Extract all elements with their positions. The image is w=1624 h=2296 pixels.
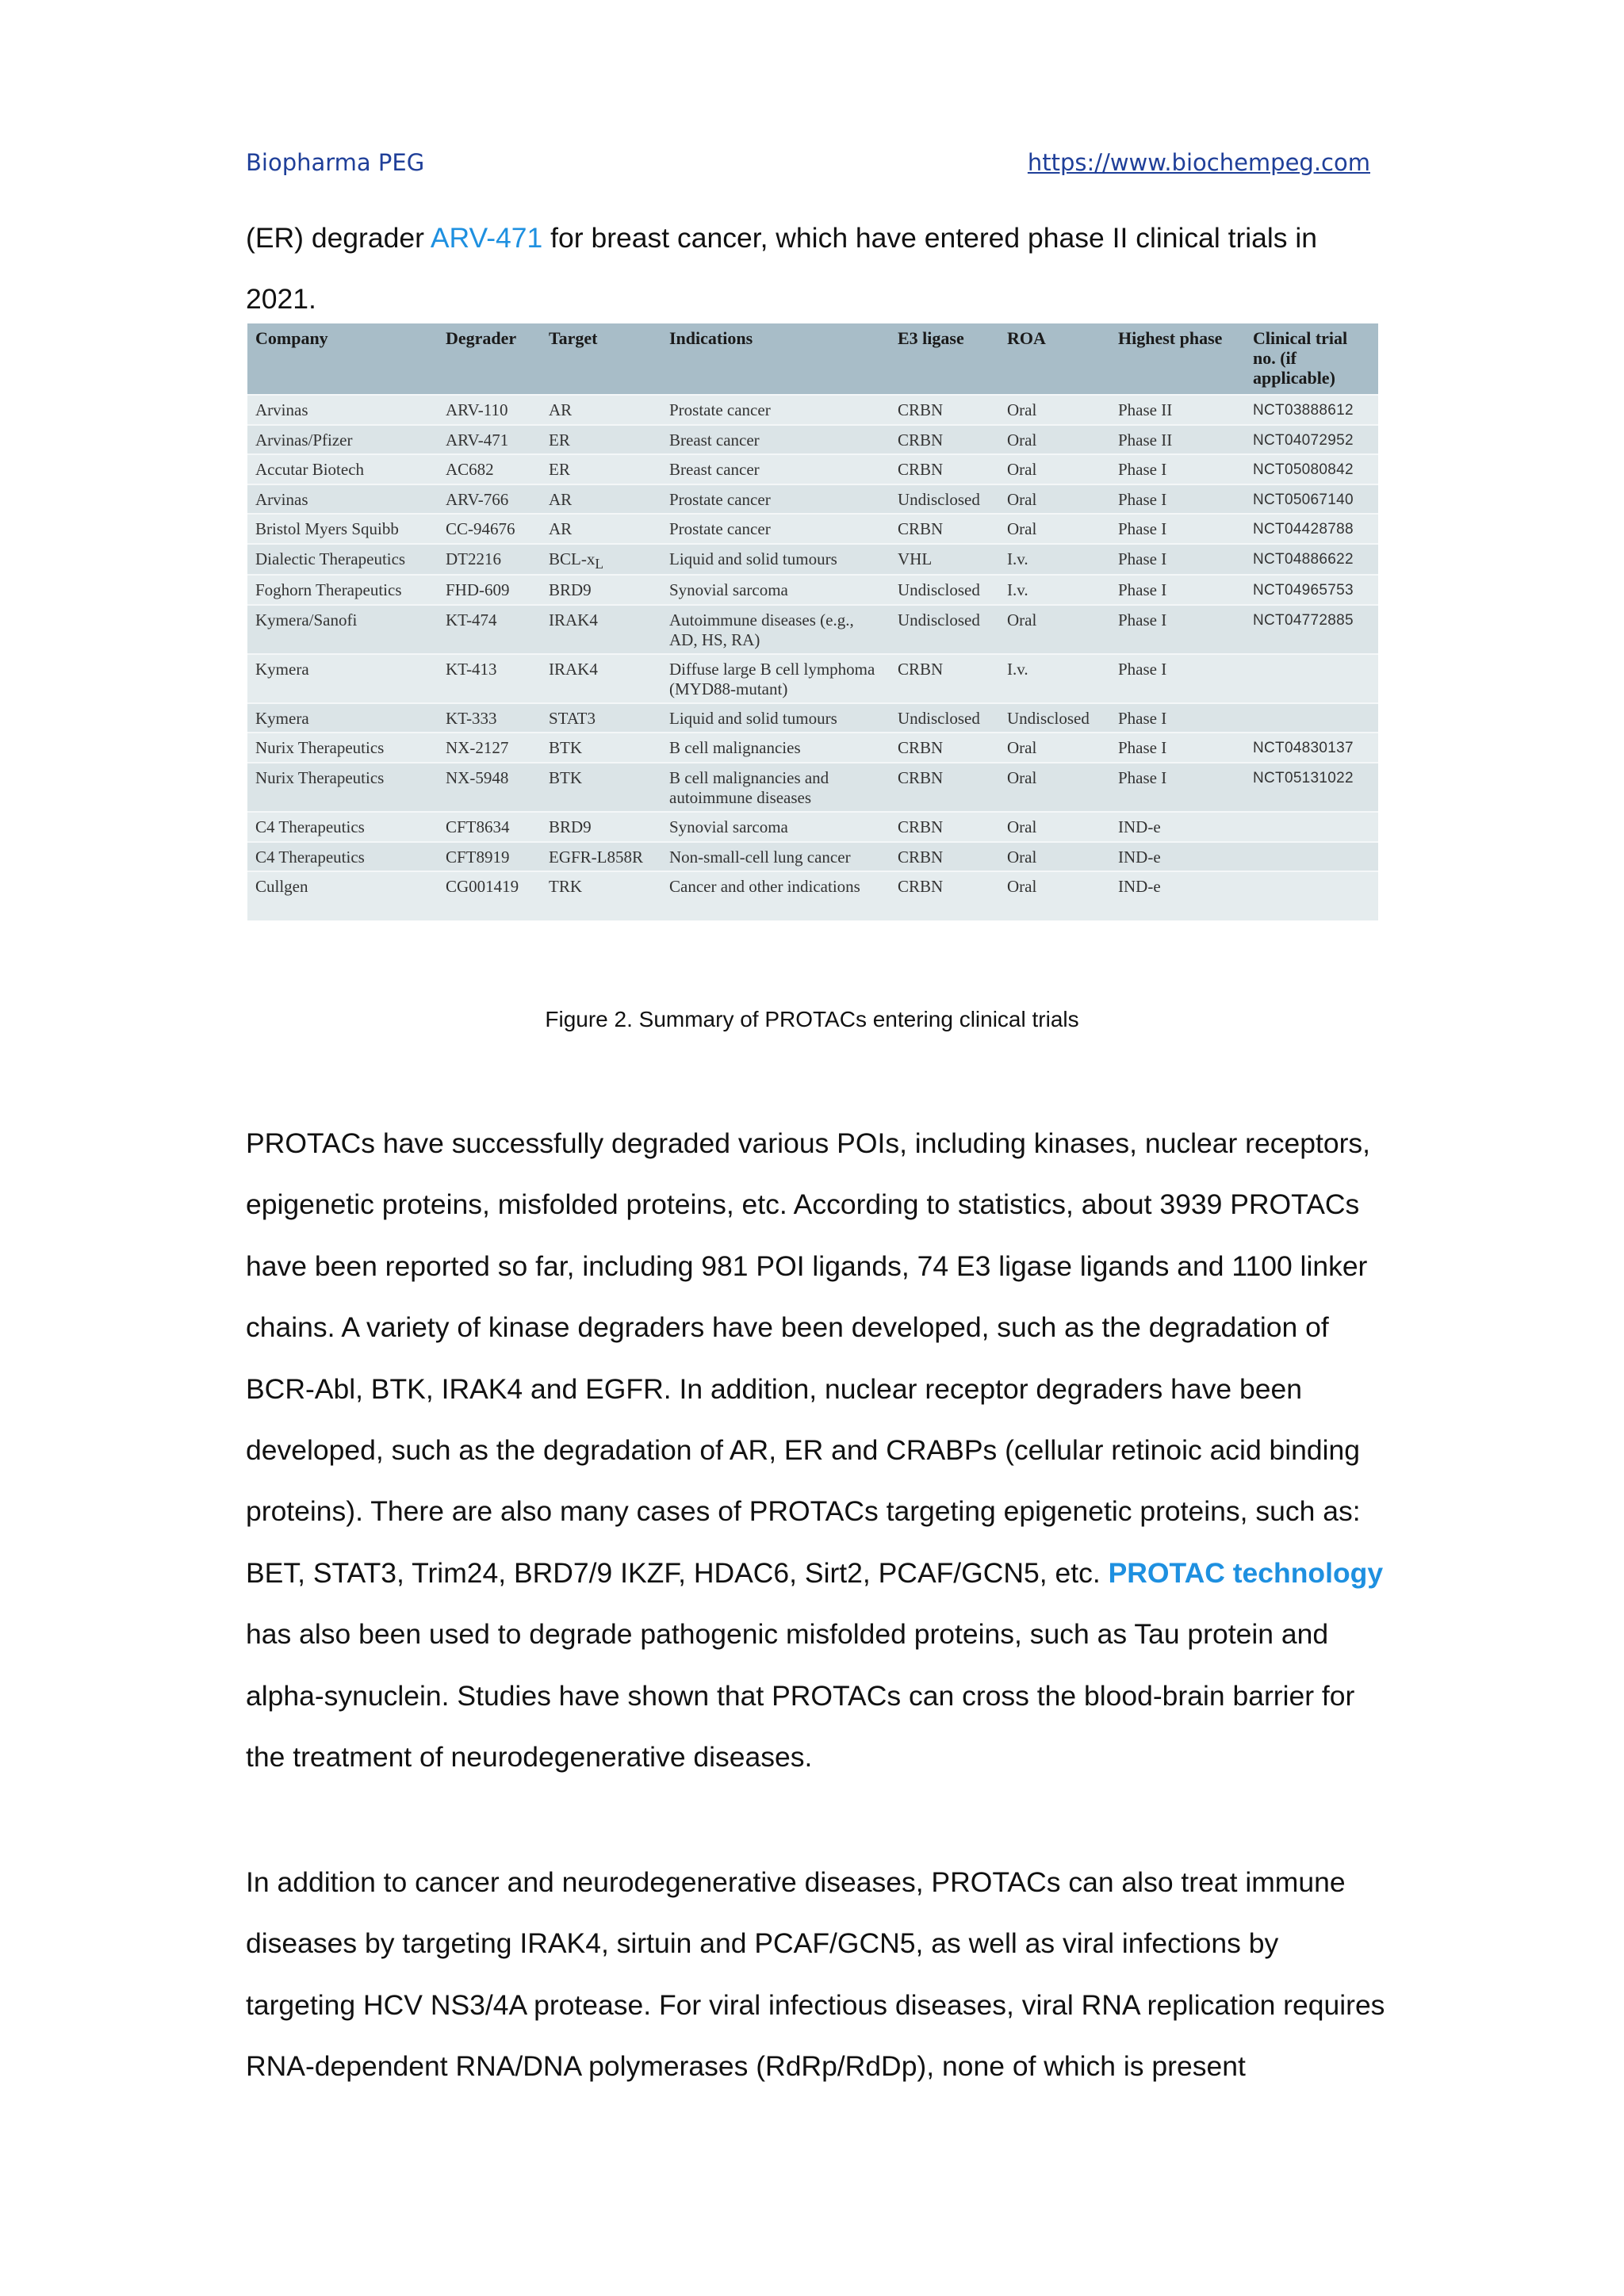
cell-trial-no: NCT04072952 (1245, 425, 1378, 455)
cell-trial-no: NCT03888612 (1245, 395, 1378, 425)
table-row (247, 514, 1378, 544)
cell-target: ER (541, 425, 661, 455)
cell-roa: I.v. (999, 575, 1110, 605)
arv-471-link[interactable]: ARV-471 (430, 222, 543, 254)
table-row (247, 395, 1378, 425)
protac-table-figure (247, 323, 1378, 909)
cell-indications: Liquid and solid tumours (661, 544, 890, 575)
cell-e3-ligase: CRBN (890, 425, 999, 455)
cell-roa: Undisclosed (999, 703, 1110, 733)
table-header-row (247, 323, 1378, 395)
cell-roa: Oral (999, 763, 1110, 812)
cell-indications: Diffuse large B cell lymphoma (MYD88-mutant) (661, 654, 890, 703)
cell-trial-no: NCT04830137 (1245, 733, 1378, 763)
protac-technology-link[interactable]: PROTAC technology (1108, 1556, 1384, 1589)
cell-trial-no: NCT04772885 (1245, 605, 1378, 654)
cell-target: BTK (541, 733, 661, 763)
cell-roa: Oral (999, 605, 1110, 654)
cell-e3-ligase: CRBN (890, 454, 999, 484)
cell-roa: I.v. (999, 654, 1110, 703)
cell-indications: Synovial sarcoma (661, 812, 890, 842)
table-row (247, 871, 1378, 920)
cell-highest-phase: Phase I (1110, 514, 1245, 544)
cell-e3-ligase: Undisclosed (890, 575, 999, 605)
table-body (247, 395, 1378, 920)
cell-degrader: NX-5948 (438, 763, 541, 812)
page-header (246, 149, 1370, 187)
cell-trial-no: NCT05080842 (1245, 454, 1378, 484)
cell-roa: Oral (999, 484, 1110, 515)
cell-degrader: ARV-766 (438, 484, 541, 515)
cell-target: AR (541, 395, 661, 425)
cell-highest-phase: Phase II (1110, 395, 1245, 425)
cell-degrader: CC-94676 (438, 514, 541, 544)
cell-highest-phase: Phase I (1110, 484, 1245, 515)
cell-target: AR (541, 484, 661, 515)
cell-degrader: KT-413 (438, 654, 541, 703)
table-row (247, 454, 1378, 484)
table-row (247, 812, 1378, 842)
table-row (247, 575, 1378, 605)
cell-trial-no: NCT04886622 (1245, 544, 1378, 575)
cell-indications: Prostate cancer (661, 514, 890, 544)
cell-highest-phase: Phase I (1110, 544, 1245, 575)
cell-company: Nurix Therapeutics (247, 733, 438, 763)
cell-company: Foghorn Therapeutics (247, 575, 438, 605)
body-paragraph-1: PROTACs have successfully degraded various POIs, including kinases, nuclear receptors, epigenetic proteins, misfolded proteins, etc. According to statistics, about 3939 PROTACs have been reported so far, including 981 POI ligands, 74 E3 ligase ligands and 1100 linker chains. A variety of kinase degraders have been developed, such as the degradation of BCR-Abl, BTK, IRAK4 and EGFR. In addition, nuclear receptor degraders have been developed, such as the degradation of AR, ER and CRABPs (cellular retinoic acid binding proteins). There are also many cases of PROTACs targeting epigenetic proteins, such as: BET, STAT3, Trim24, BRD7/9 IKZF, HDAC6, Sirt2, PCAF/GCN5, etc. PROTAC technology has also been used to degrade pathogenic misfolded proteins, such as Tau protein and alpha-synuclein. Studies have shown that PROTACs can cross the blood-brain barrier for the treatment of neurodegenerative diseases. (246, 1127, 1384, 1774)
cell-roa: Oral (999, 425, 1110, 455)
cell-target: BRD9 (541, 812, 661, 842)
cell-target: IRAK4 (541, 654, 661, 703)
cell-e3-ligase: VHL (890, 544, 999, 575)
cell-highest-phase: Phase I (1110, 454, 1245, 484)
header-indications: Indications (661, 323, 890, 395)
cell-highest-phase: Phase I (1110, 733, 1245, 763)
cell-highest-phase: IND-e (1110, 842, 1245, 872)
cell-degrader: ARV-471 (438, 425, 541, 455)
cell-trial-no (1245, 654, 1378, 703)
cell-target: AR (541, 514, 661, 544)
cell-e3-ligase: CRBN (890, 871, 999, 920)
body-paragraph-2: In addition to cancer and neurodegenerative diseases, PROTACs can also treat immune diseases by targeting IRAK4, sirtuin and PCAF/GCN5, as well as viral infections by targeting HCV NS3/4A protease. For viral infectious diseases, viral RNA replication requires RNA-dependent RNA/DNA polymerases (RdRp/RdDp), none of which is present (246, 1866, 1385, 2083)
cell-roa: Oral (999, 733, 1110, 763)
table-row (247, 425, 1378, 455)
cell-company: Arvinas (247, 484, 438, 515)
cell-roa: Oral (999, 871, 1110, 920)
cell-company: Kymera/Sanofi (247, 605, 438, 654)
cell-e3-ligase: Undisclosed (890, 605, 999, 654)
cell-degrader: ARV-110 (438, 395, 541, 425)
cell-highest-phase: Phase I (1110, 654, 1245, 703)
header-target: Target (541, 323, 661, 395)
cell-company: Kymera (247, 654, 438, 703)
table-row (247, 763, 1378, 812)
cell-indications: Breast cancer (661, 454, 890, 484)
header-brand: Biopharma PEG (246, 149, 425, 176)
cell-trial-no (1245, 703, 1378, 733)
cell-company: C4 Therapeutics (247, 812, 438, 842)
cell-trial-no (1245, 842, 1378, 872)
cell-degrader: FHD-609 (438, 575, 541, 605)
cell-e3-ligase: CRBN (890, 654, 999, 703)
table-row (247, 733, 1378, 763)
header-trial-no: Clinical trial no. (if applicable) (1245, 323, 1378, 395)
cell-highest-phase: Phase II (1110, 425, 1245, 455)
table-row (247, 842, 1378, 872)
cell-highest-phase: Phase I (1110, 605, 1245, 654)
cell-highest-phase: Phase I (1110, 703, 1245, 733)
cell-target: STAT3 (541, 703, 661, 733)
cell-e3-ligase: Undisclosed (890, 484, 999, 515)
cell-company: Kymera (247, 703, 438, 733)
cell-company: Accutar Biotech (247, 454, 438, 484)
cell-indications: Non-small-cell lung cancer (661, 842, 890, 872)
cell-indications: Prostate cancer (661, 484, 890, 515)
cell-trial-no: NCT04965753 (1245, 575, 1378, 605)
table-row (247, 703, 1378, 733)
cell-highest-phase: Phase I (1110, 575, 1245, 605)
cell-target: BRD9 (541, 575, 661, 605)
cell-roa: Oral (999, 395, 1110, 425)
cell-indications: Liquid and solid tumours (661, 703, 890, 733)
protac-clinical-table (247, 323, 1378, 920)
cell-e3-ligase: CRBN (890, 395, 999, 425)
cell-highest-phase: IND-e (1110, 812, 1245, 842)
cell-trial-no: NCT05067140 (1245, 484, 1378, 515)
cell-target: TRK (541, 871, 661, 920)
cell-indications: B cell malignancies (661, 733, 890, 763)
cell-roa: Oral (999, 514, 1110, 544)
table-row (247, 484, 1378, 515)
cell-degrader: AC682 (438, 454, 541, 484)
cell-indications: Synovial sarcoma (661, 575, 890, 605)
header-website-link[interactable]: https://www.biochempeg.com (1027, 149, 1370, 176)
cell-target: IRAK4 (541, 605, 661, 654)
table-row (247, 654, 1378, 703)
cell-e3-ligase: Undisclosed (890, 703, 999, 733)
cell-e3-ligase: CRBN (890, 733, 999, 763)
cell-trial-no (1245, 812, 1378, 842)
table-row (247, 544, 1378, 575)
cell-degrader: CFT8634 (438, 812, 541, 842)
header-degrader: Degrader (438, 323, 541, 395)
header-highest-phase: Highest phase (1110, 323, 1245, 395)
cell-target: ER (541, 454, 661, 484)
cell-e3-ligase: CRBN (890, 812, 999, 842)
cell-target: BTK (541, 763, 661, 812)
cell-roa: Oral (999, 454, 1110, 484)
cell-company: C4 Therapeutics (247, 842, 438, 872)
header-e3-ligase: E3 ligase (890, 323, 999, 395)
cell-roa: Oral (999, 842, 1110, 872)
cell-company: Arvinas/Pfizer (247, 425, 438, 455)
cell-indications: B cell malignancies and autoimmune diseases (661, 763, 890, 812)
cell-degrader: KT-333 (438, 703, 541, 733)
cell-indications: Autoimmune diseases (e.g., AD, HS, RA) (661, 605, 890, 654)
cell-company: Arvinas (247, 395, 438, 425)
cell-trial-no (1245, 871, 1378, 920)
cell-degrader: CG001419 (438, 871, 541, 920)
header-company: Company (247, 323, 438, 395)
cell-company: Cullgen (247, 871, 438, 920)
table-row (247, 605, 1378, 654)
cell-roa: I.v. (999, 544, 1110, 575)
cell-e3-ligase: CRBN (890, 514, 999, 544)
cell-degrader: CFT8919 (438, 842, 541, 872)
cell-roa: Oral (999, 812, 1110, 842)
cell-e3-ligase: CRBN (890, 842, 999, 872)
figure-caption: Figure 2. Summary of PROTACs entering clinical trials (545, 1007, 1079, 1031)
cell-indications: Breast cancer (661, 425, 890, 455)
cell-company: Bristol Myers Squibb (247, 514, 438, 544)
header-roa: ROA (999, 323, 1110, 395)
cell-highest-phase: Phase I (1110, 763, 1245, 812)
cell-degrader: DT2216 (438, 544, 541, 575)
cell-indications: Prostate cancer (661, 395, 890, 425)
cell-highest-phase: IND-e (1110, 871, 1245, 920)
cell-indications: Cancer and other indications (661, 871, 890, 920)
cell-target: EGFR-L858R (541, 842, 661, 872)
cell-degrader: KT-474 (438, 605, 541, 654)
cell-company: Dialectic Therapeutics (247, 544, 438, 575)
cell-degrader: NX-2127 (438, 733, 541, 763)
cell-trial-no: NCT05131022 (1245, 763, 1378, 812)
cell-target: BCL-$x_L$ (541, 544, 661, 575)
cell-company: Nurix Therapeutics (247, 763, 438, 812)
intro-paragraph: (ER) degrader ARV-471 for breast cancer, which have entered phase II clinical trials in 2021. (246, 222, 1318, 316)
cell-trial-no: NCT04428788 (1245, 514, 1378, 544)
cell-e3-ligase: CRBN (890, 763, 999, 812)
